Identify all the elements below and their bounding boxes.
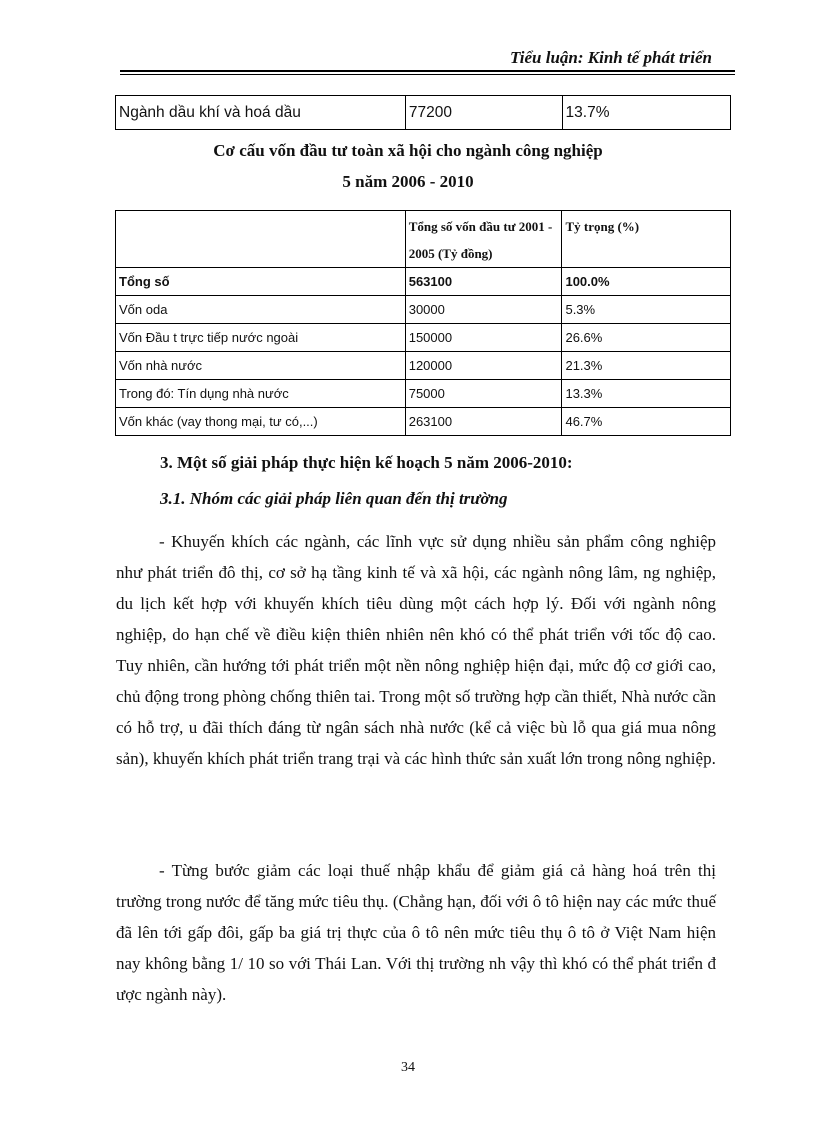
table-cell: 13.7% — [562, 96, 730, 130]
section-heading: 3. Một số giải pháp thực hiện kế hoạch 5 năm 2006-2010: — [160, 453, 573, 472]
table-header-row — [116, 211, 731, 268]
page-header-title: Tiểu luận: Kinh tế phát triển — [510, 48, 712, 67]
table-cell: 120000 — [405, 352, 562, 380]
continued-table — [115, 95, 731, 130]
page-number: 34 — [401, 1060, 415, 1075]
table-cell: 26.6% — [562, 324, 731, 352]
table-cell: 75000 — [405, 380, 562, 408]
table-caption-period: 5 năm 2006 - 2010 — [342, 172, 474, 191]
table-cell: 46.7% — [562, 408, 731, 436]
table-cell: 30000 — [405, 296, 562, 324]
table-row — [116, 352, 731, 380]
header-rule — [120, 70, 735, 72]
header-cell-total-capital: Tổng số vốn đầu tư 2001 - 2005 (Tỷ đồng) — [405, 211, 562, 268]
table-cell: Trong đó: Tín dụng nhà nước — [116, 380, 406, 408]
table-cell: Ngành dầu khí và hoá dầu — [116, 96, 406, 130]
table-cell: 77200 — [405, 96, 562, 130]
header-cell-share: Tỷ trọng (%) — [562, 211, 731, 268]
table-cell: Vốn nhà nước — [116, 352, 406, 380]
table-cell: 563100 — [405, 268, 562, 296]
table-cell: Tổng số — [116, 268, 406, 296]
table-cell: Vốn oda — [116, 296, 406, 324]
table-cell: 100.0% — [562, 268, 731, 296]
header-rule-thin — [120, 74, 735, 75]
table-cell: 150000 — [405, 324, 562, 352]
investment-structure-table — [115, 210, 731, 436]
table-cell: 13.3% — [562, 380, 731, 408]
table-cell: Vốn khác (vay thong mại, tư có,...) — [116, 408, 406, 436]
table-row — [116, 296, 731, 324]
subsection-heading: 3.1. Nhóm các giải pháp liên quan đến thị trường — [160, 489, 508, 508]
body-paragraph: - Khuyến khích các ngành, các lĩnh vực sử dụng nhiều sản phẩm công nghiệp như phát triển đô thị, cơ sở hạ tầng kinh tế và xã hội, các ngành nông lâm, ng nghiệp, du lịch kết hợp với khuyến khích tiêu dùng một cách hợp lý. Đối với ngành nông nghiệp, do hạn chế về điều kiện thiên nhiên nên khó có thể phát triển với tốc độ cao. Tuy nhiên, cần hướng tới phát triển một nền nông nghiệp hiện đại, mức độ cơ giới cao, chủ động trong phòng chống thiên tai. Trong một số trường hợp cần thiết, Nhà nước cần có hỗ trợ, u đãi thích đáng từ ngân sách nhà nước (kể cả việc bù lỗ qua giá mua nông sản), khuyến khích phát triển trang trại và các hình thức sản xuất lớn trong nông nghiệp. — [116, 532, 716, 768]
table-row — [116, 324, 731, 352]
table-row — [116, 380, 731, 408]
table-row — [116, 96, 731, 130]
table-row-total — [116, 268, 731, 296]
table-cell: Vốn Đầu t trực tiếp nước ngoài — [116, 324, 406, 352]
body-paragraph: - Từng bước giảm các loại thuế nhập khẩu để giảm giá cả hàng hoá trên thị trường trong nước để tăng mức tiêu thụ. (Chẳng hạn, đối với ô tô hiện nay các mức thuế đã lên tới gấp đôi, gấp ba giá trị thực của ô tô nên mức tiêu thụ ô tô ở Việt Nam hiện nay không bằng 1/ 10 so với Thái Lan. Với thị trường nh vậy thì khó có thể phát triển đ ược ngành này). — [116, 861, 716, 1004]
table-caption: Cơ cấu vốn đầu tư toàn xã hội cho ngành công nghiệp — [213, 141, 603, 160]
table-cell: 21.3% — [562, 352, 731, 380]
header-cell — [116, 211, 406, 268]
table-row — [116, 408, 731, 436]
table-cell: 5.3% — [562, 296, 731, 324]
table-cell: 263100 — [405, 408, 562, 436]
